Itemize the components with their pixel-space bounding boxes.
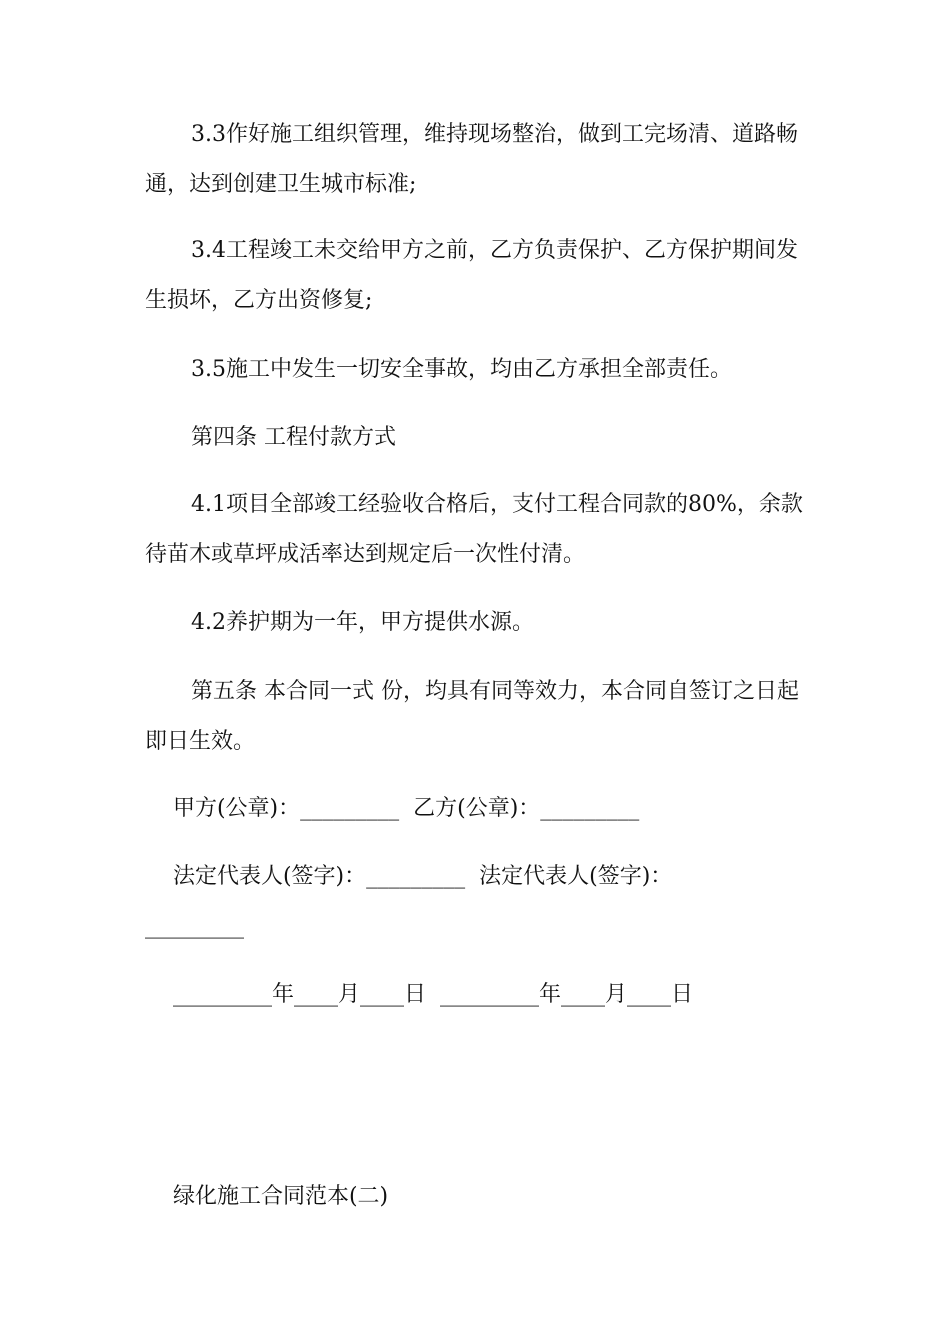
representative-signature-line: 法定代表人(签字)：_________ 法定代表人(签字)： [145,864,673,889]
clause-4-1: 4.1项目全部竣工经验收合格后，支付工程合同款的80%，余款待苗木或草坪成活率达到规定后一次性付清。 [145,492,803,567]
date-line: _________年____月____日 _________年____月____日 [145,982,693,1007]
clause-3-5: 3.5施工中发生一切安全事故，均由乙方承担全部责任。 [191,357,732,382]
article-5: 第五条 本合同一式 份，均具有同等效力，本合同自签订之日起即日生效。 [145,679,799,754]
clause-3-4: 3.4工程竣工未交给甲方之前，乙方负责保护、乙方保护期间发生损坏，乙方出资修复; [145,238,798,313]
seal-signature-line: 甲方(公章)：_________ 乙方(公章)：_________ [145,796,640,821]
next-contract-title: 绿化施工合同范本(二) [145,1184,389,1209]
clause-4-2: 4.2养护期为一年，甲方提供水源。 [191,610,534,635]
clause-3-3: 3.3作好施工组织管理，维持现场整治，做到工完场清、道路畅通，达到创建卫生城市标准; [145,122,798,197]
article-4-heading: 第四条 工程付款方式 [191,425,396,450]
representative-signature-blank: _________ [145,914,244,939]
